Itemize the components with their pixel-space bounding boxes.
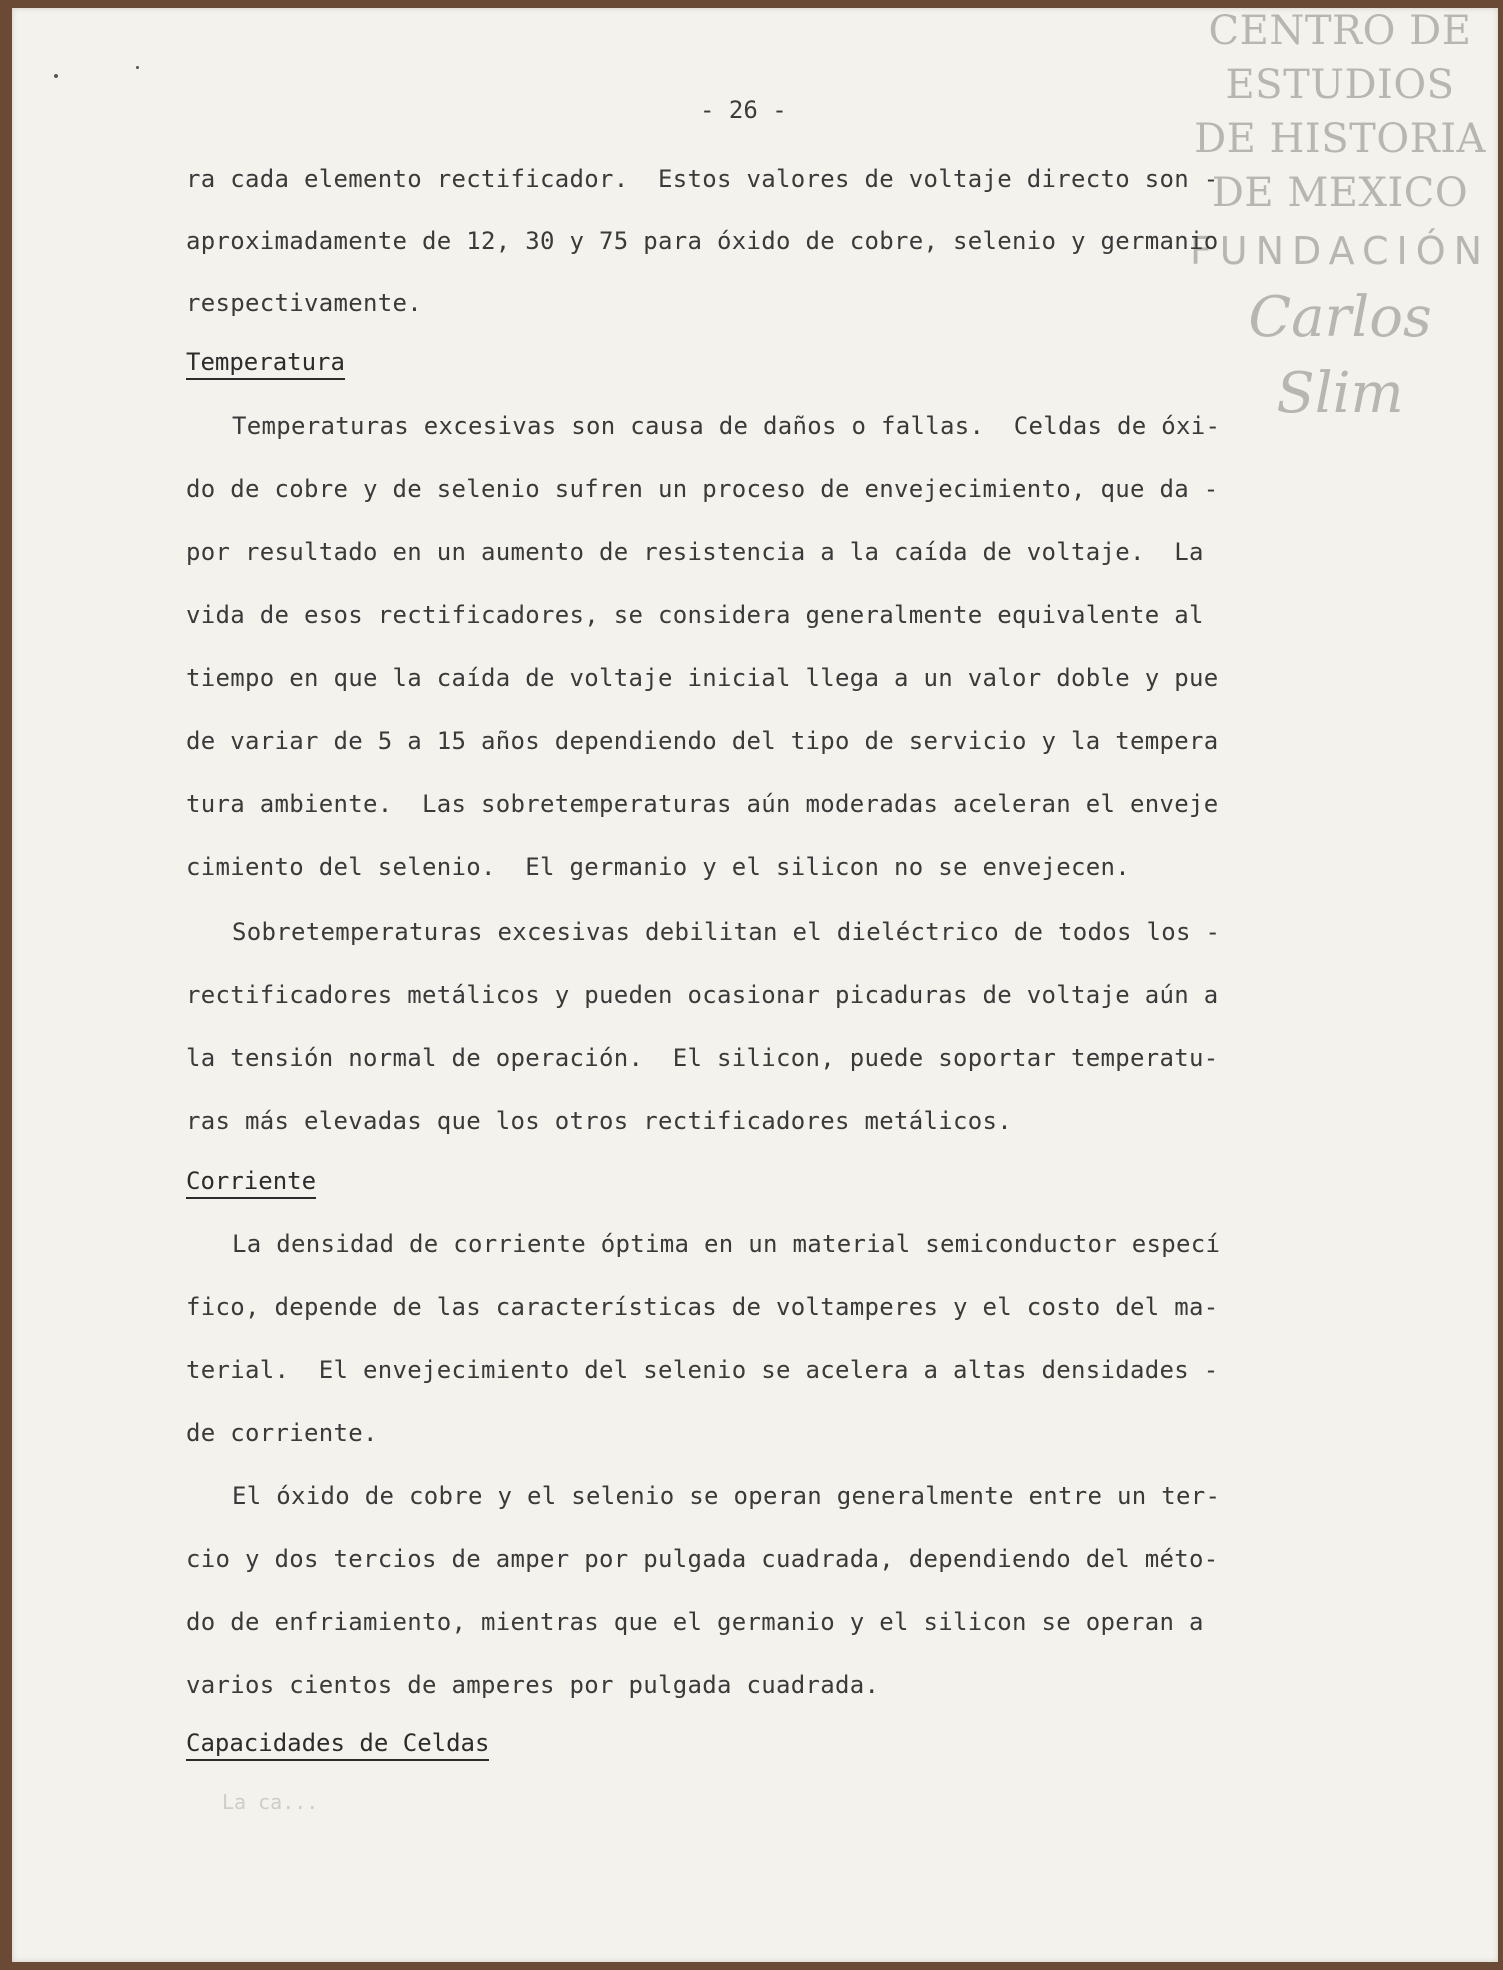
- section-heading-corriente: Corriente: [186, 1167, 316, 1199]
- text-line: terial. El envejecimiento del selenio se acelera a altas densidades -: [186, 1356, 1219, 1384]
- watermark-line: ESTUDIOS: [1225, 62, 1455, 108]
- faint-bleed-text: La ca...: [222, 1790, 319, 1814]
- text-line: de variar de 5 a 15 años dependiendo del tipo de servicio y la tempera: [186, 727, 1219, 755]
- watermark-line: CENTRO DE: [1208, 8, 1472, 54]
- text-line: vida de esos rectificadores, se considera generalmente equivalente al: [186, 601, 1204, 629]
- text-line: respectivamente.: [186, 289, 422, 317]
- text-line: de corriente.: [186, 1419, 378, 1447]
- text-line: El óxido de cobre y el selenio se operan generalmente entre un ter-: [232, 1482, 1221, 1510]
- text-line: ras más elevadas que los otros rectificadores metálicos.: [186, 1107, 1012, 1135]
- section-heading-capacidades: Capacidades de Celdas: [186, 1729, 489, 1761]
- text-line: la tensión normal de operación. El silicon, puede soportar temperatu-: [186, 1044, 1219, 1072]
- watermark-signature: Carlos Slim: [1248, 285, 1432, 426]
- watermark-line: DE MEXICO: [1211, 170, 1469, 216]
- text-line: do de enfriamiento, mientras que el germanio y el silicon se operan a: [186, 1608, 1204, 1636]
- watermark-line: DE HISTORIA: [1194, 116, 1486, 162]
- text-line: La densidad de corriente óptima en un material semiconductor especí: [232, 1230, 1221, 1258]
- text-line: do de cobre y de selenio sufren un proceso de envejecimiento, que da -: [186, 475, 1219, 503]
- text-line: fico, depende de las características de voltamperes y el costo del ma-: [186, 1293, 1219, 1321]
- text-line: varios cientos de amperes por pulgada cuadrada.: [186, 1671, 880, 1699]
- archive-watermark: [1180, 4, 1500, 432]
- text-line: ra cada elemento rectificador. Estos valores de voltaje directo son -: [186, 165, 1219, 193]
- text-line: cimiento del selenio. El germanio y el silicon no se envejecen.: [186, 853, 1130, 881]
- page-number: - 26 -: [700, 96, 787, 124]
- text-line: cio y dos tercios de amper por pulgada cuadrada, dependiendo del méto-: [186, 1545, 1219, 1573]
- text-line: Temperaturas excesivas son causa de daños o fallas. Celdas de óxi-: [232, 412, 1221, 440]
- text-line: Sobretemperaturas excesivas debilitan el dieléctrico de todos los -: [232, 918, 1221, 946]
- text-line: por resultado en un aumento de resistencia a la caída de voltaje. La: [186, 538, 1204, 566]
- watermark-foundation: FUNDACIÓN: [1189, 229, 1491, 273]
- ink-speck: [136, 66, 139, 69]
- section-heading-temperatura: Temperatura: [186, 348, 345, 380]
- text-line: aproximadamente de 12, 30 y 75 para óxido de cobre, selenio y germanio: [186, 227, 1219, 255]
- text-line: tiempo en que la caída de voltaje inicial llega a un valor doble y pue: [186, 664, 1219, 692]
- text-line: rectificadores metálicos y pueden ocasionar picaduras de voltaje aún a: [186, 981, 1219, 1009]
- text-line: tura ambiente. Las sobretemperaturas aún moderadas aceleran el enveje: [186, 790, 1219, 818]
- ink-speck: [54, 74, 58, 78]
